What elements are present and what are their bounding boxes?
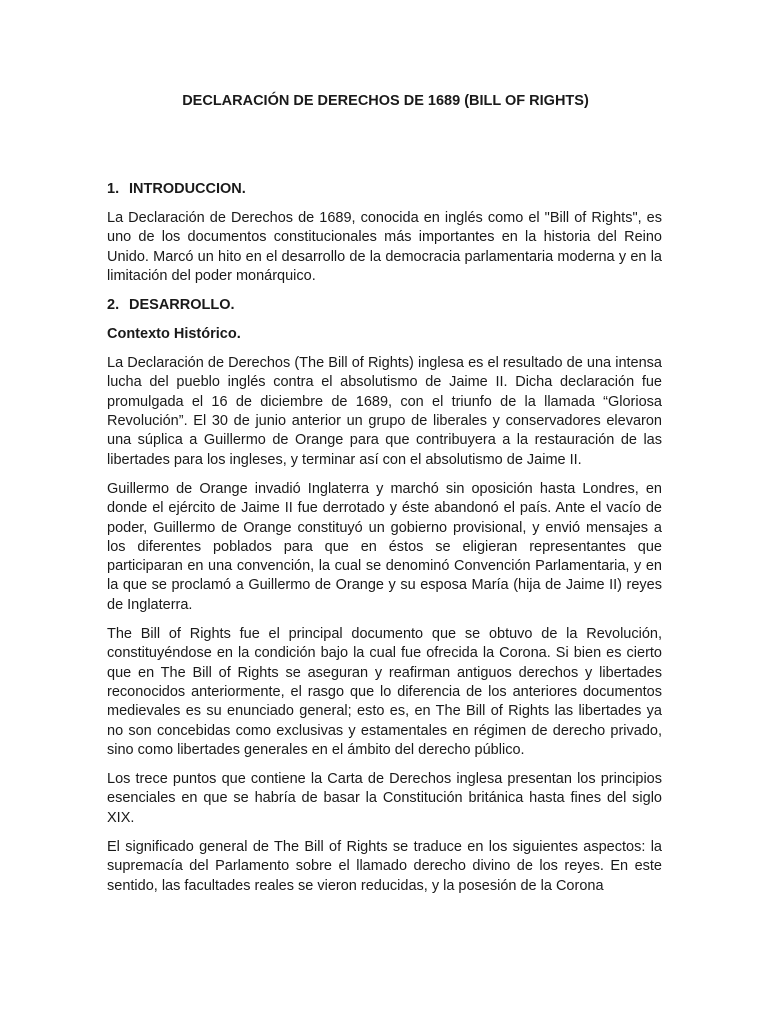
section-number: 2. <box>107 297 120 314</box>
document-title: DECLARACIÓN DE DERECHOS DE 1689 (BILL OF RIGHTS) <box>182 93 589 109</box>
section-heading-text: DESARROLLO. <box>129 297 235 314</box>
body-paragraph: Guillermo de Orange invadió Inglaterra y marchó sin oposición hasta Londres, en donde el ejército de Jaime II fue derrotado y éste abandonó el país. Ante el vacío de poder, Guillermo de Orange constituyó un gobierno provisional, y envió mensajes a los diferentes poblados para que en éstos se eligieran representantes que participaran en una convención, la cual se denominó Convención Parlamentaria, y en la que se proclamó a Guillermo de Orange y su esposa María (hija de Jaime II) reyes de Inglaterra. <box>107 480 662 613</box>
body-paragraph: The Bill of Rights fue el principal documento que se obtuvo de la Revolución, constituyéndose en la condición bajo la cual fue ofrecida la Corona. Si bien es cierto que en The Bill of Rights se aseguran y reafirman antiguos derechos y libertades reconocidos anteriormente, el rasgo que lo diferencia de los anteriores documentos medievales es su enunciado general; esto es, en The Bill of Rights las libertades ya no son concebidas como exclusivas y estamentales en régimen de derecho privado, sino como libertades generales en el ámbito del derecho público. <box>107 626 662 758</box>
body-paragraph: Los trece puntos que contiene la Carta de Derechos inglesa presentan los principios esenciales en que se habría de basar la Constitución británica hasta fines del siglo XIX. <box>107 771 662 826</box>
section-heading-introduccion <box>107 180 662 199</box>
intro-paragraph: La Declaración de Derechos de 1689, conocida en inglés como el "Bill of Rights", es uno de los documentos constitucionales más importantes en la historia del Reino Unido. Marcó un hito en el desarrollo de la democracia parlamentaria moderna y en la limitación del poder monárquico. <box>107 210 662 284</box>
body-paragraph: El significado general de The Bill of Rights se traduce en los siguientes aspectos: la supremacía del Parlamento sobre el llamado derecho divino de los reyes. En este sentido, las facultades reales se vieron reducidas, y la posesión de la Corona <box>107 839 662 894</box>
subheading-contexto-historico: Contexto Histórico. <box>107 326 241 343</box>
section-heading-text: INTRODUCCION. <box>129 181 246 197</box>
document-page <box>107 92 662 896</box>
body-paragraph: La Declaración de Derechos (The Bill of Rights) inglesa es el resultado de una intensa lucha del pueblo inglés contra el absolutismo de Jaime II. Dicha declaración fue promulgada el 16 de diciembre de 1689, con el triunfo de la llamada “Gloriosa Revolución”. El 30 de junio anterior un grupo de liberales y conservadores elevaron una súplica a Guillermo de Orange para que contribuyera a la restauración de las libertades para los ingleses, y terminar así con el absolutismo de Jaime II. <box>107 355 662 468</box>
section-heading-desarrollo <box>107 296 662 315</box>
section-number: 1. <box>107 181 120 197</box>
